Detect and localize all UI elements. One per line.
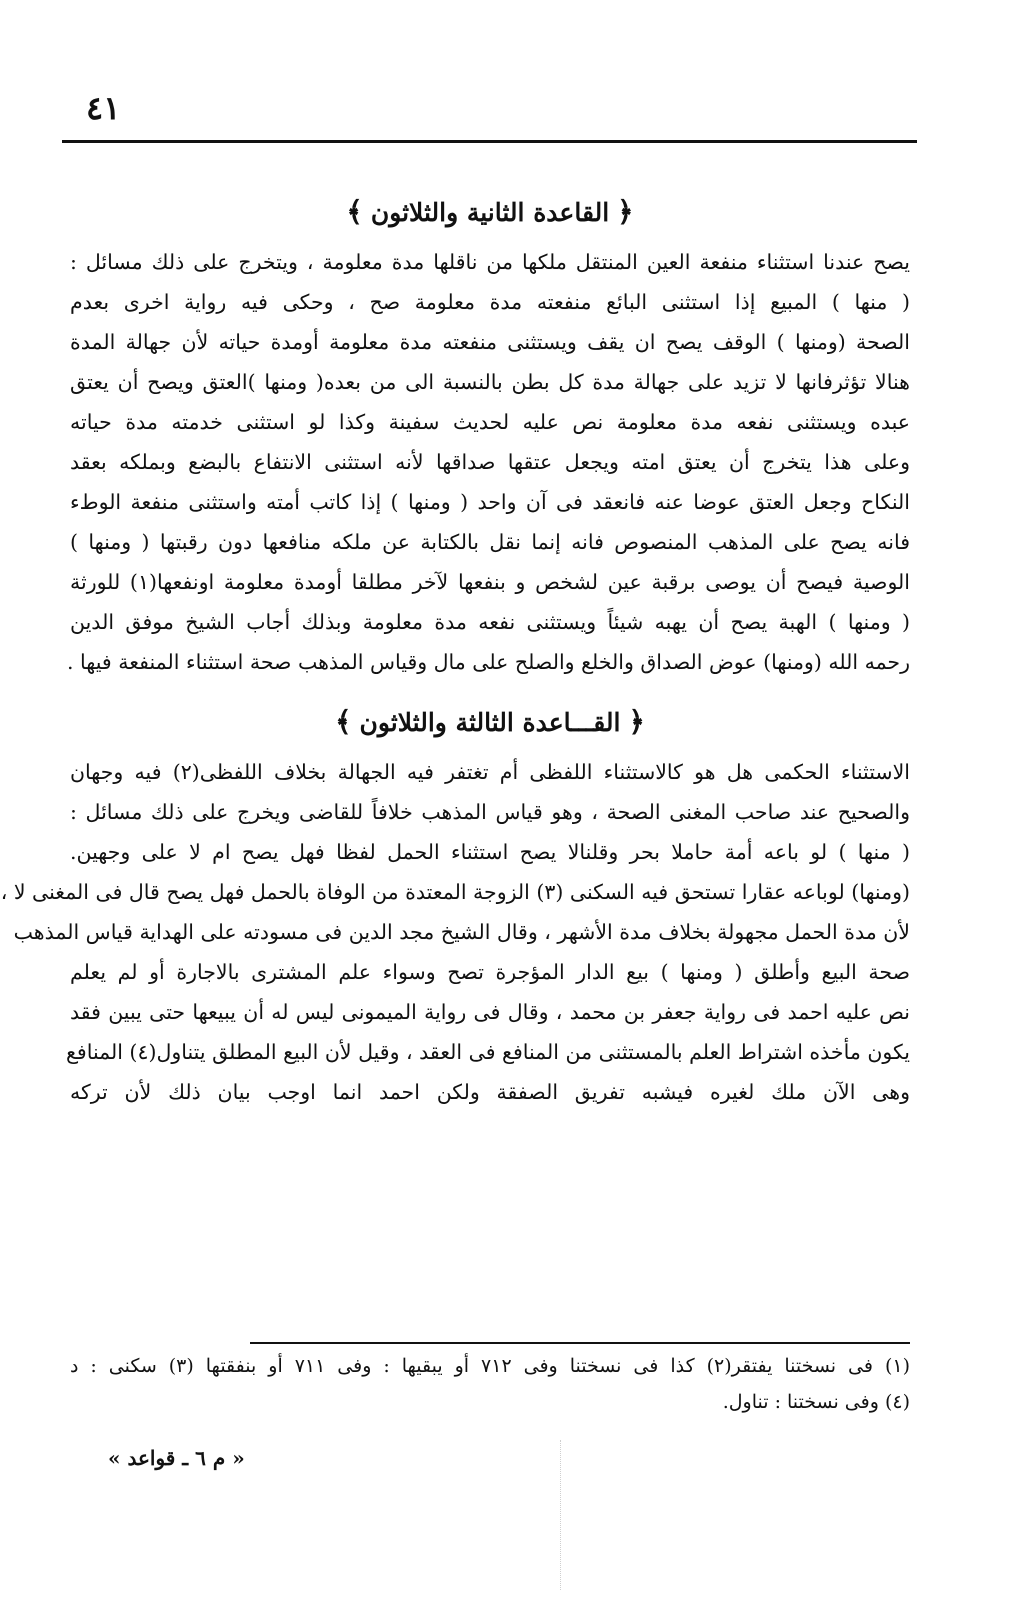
main-text — [0, 188, 910, 1112]
ornament-bracket-right: ﴿ — [617, 195, 634, 228]
section-heading-32-text: القاعدة الثانية والثلاثون — [370, 198, 610, 227]
section-heading-33-text: القـــاعدة الثالثة والثلاثون — [359, 708, 621, 737]
text-line: فانه يصح على المذهب المنصوص فانه إنما نقل بالكتابة عن ملكه منافعها دون رقبتها ( ومنها ) — [70, 530, 910, 554]
text-line: ( منها ) لو باعه أمة حاملا بحر وقلنالا يصح استثناء الحمل لفظا فهل يصح ام لا على وجهين. — [70, 840, 910, 864]
text-line: ( منها ) المبيع إذا استثنى البائع منفعته مدة معلومة صح ، وحكى فيه رواية اخرى بعدم — [70, 290, 910, 314]
text-line: عبده ويستثنى نفعه مدة معلومة نص عليه لحديث سفينة وكذا لو استثنى خدمته مدة حياته — [70, 410, 910, 434]
text-line: لأن مدة الحمل مجهولة بخلاف مدة الأشهر ، وقال الشيخ مجد الدين فى مسودته على الهداية قياس المذهب — [13, 920, 910, 944]
text-line: صحة البيع وأطلق ( ومنها ) بيع الدار المؤجرة تصح وسواء علم المشترى بالاجارة أو لم يعلم — [70, 960, 910, 984]
printer-signature-mark: « م ٦ ـ قواعد » — [108, 1446, 245, 1470]
text-line: هنالا تؤثرفانها لا تزيد على جهالة مدة كل بطن بالنسبة الى من بعده( ومنها )العتق ويصح أن يعتق — [70, 370, 910, 394]
page-number: ٤١ — [86, 89, 121, 127]
footnote-line: (١) فى نسختنا يفتقر(٢) كذا فى نسختنا وفى ٧١٢ أو يبقيها : وفى ٧١١ أو بنفقتها (٣) سكنى : د — [70, 1355, 910, 1377]
footnote-rule — [250, 1342, 910, 1344]
scan-artifact — [560, 1440, 561, 1590]
text-line: رحمه الله (ومنها) عوض الصداق والخلع والصلح على مال وقياس المذهب صحة استثناء المنفعة فيها . — [67, 650, 910, 674]
footnote-line: (٤) وفى نسختنا : تناول. — [722, 1391, 910, 1413]
text-line: وهى الآن ملك لغيره فيشبه تفريق الصفقة ولكن احمد انما اوجب بيان ذلك لأن تركه — [70, 1080, 910, 1104]
text-line: النكاح وجعل العتق عوضا عنه فانعقد فى آن واحد ( ومنها ) إذا كاتب أمته واستثنى منفعة الوطء — [70, 490, 910, 514]
text-line: (ومنها) لوباعه عقارا تستحق فيه السكنى (٣) الزوجة المعتدة من الوفاة بالحمل فهل يصح قال فى المغنى لا ، — [0, 880, 910, 904]
text-line: والصحيح عند صاحب المغنى الصحة ، وهو قياس المذهب خلافاً للقاضى ويخرج على ذلك مسائل : — [70, 800, 910, 824]
header-rule — [62, 140, 917, 143]
ornament-bracket-right: ﴿ — [628, 705, 645, 738]
text-line: يصح عندنا استثناء منفعة العين المنتقل ملكها من ناقلها مدة معلومة ، ويتخرج على ذلك مسائل : — [70, 250, 910, 274]
text-line: ( ومنها ) الهبة يصح أن يهبه شيئاً ويستثنى نفعه مدة معلومة وبذلك أجاب الشيخ موفق الدين — [70, 610, 910, 634]
footnotes — [70, 1348, 910, 1420]
text-line: الصحة (ومنها ) الوقف يصح ان يقف ويستثنى منفعته مدة معلومة أومدة حياته لأن جهالة المدة — [70, 330, 910, 354]
text-line: وعلى هذا يتخرج أن يعتق امته ويجعل عتقها صداقها لأنه استثنى الانتفاع بالبضع وبملكه بعقد — [70, 450, 910, 474]
section-heading-33 — [70, 704, 910, 740]
ornament-bracket-left: ﴾ — [335, 705, 352, 738]
section-heading-32 — [70, 194, 910, 230]
ornament-bracket-left: ﴾ — [346, 195, 363, 228]
text-line: الوصية فيصح أن يوصى برقبة عين لشخص و بنفعها لآخر مطلقا أومدة معلومة اونفعها(١) للورثة — [70, 570, 910, 594]
text-line: نص عليه احمد فى رواية جعفر بن محمد ، وقال فى رواية الميمونى ليس له أن يبيعها حتى يبين فقد — [70, 1000, 910, 1024]
text-line: يكون مأخذه اشتراط العلم بالمستثنى من المنافع فى العقد ، وقيل لأن البيع المطلق يتناول(٤) المنافع — [65, 1040, 910, 1064]
text-line: الاستثناء الحكمى هل هو كالاستثناء اللفظى أم تغتفر فيه الجهالة بخلاف اللفظى(٢) فيه وجهان — [70, 760, 910, 784]
